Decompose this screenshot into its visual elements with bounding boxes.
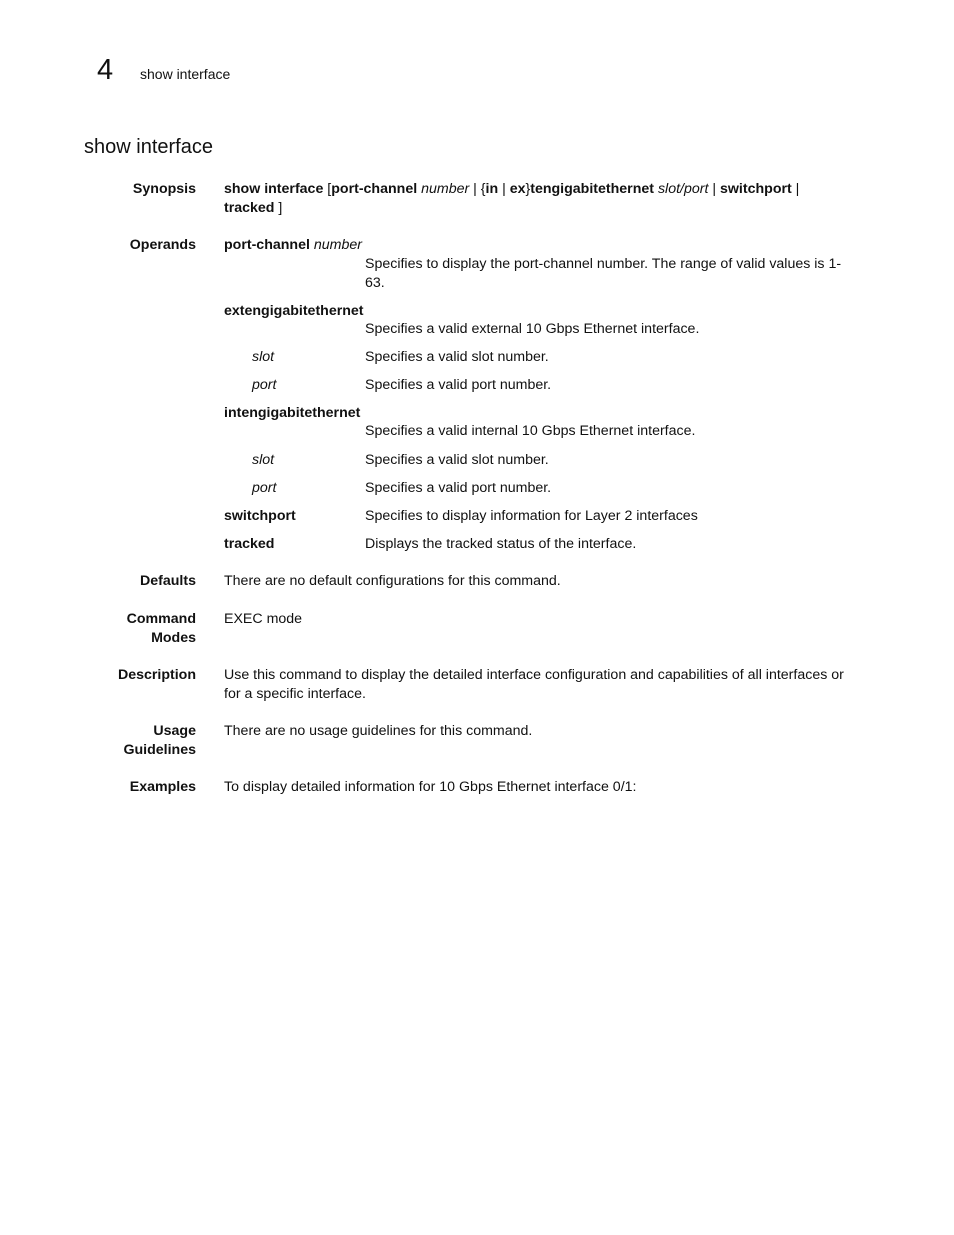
keyword-switchport: switchport bbox=[720, 181, 792, 197]
arg-slot-port: slot/port bbox=[654, 181, 709, 197]
bracket: ] bbox=[274, 200, 283, 216]
bracket: [ bbox=[323, 181, 332, 197]
operand-int-slot: slot bbox=[252, 452, 275, 468]
operand-port-channel-desc: Specifies to display the port-channel number. The range of valid values is 1-63. bbox=[365, 256, 842, 291]
keyword-port-channel: port-channel bbox=[331, 181, 418, 197]
operand-int-slot-desc: Specifies a valid slot number. bbox=[365, 452, 549, 468]
operand-tracked-desc: Displays the tracked status of the interface. bbox=[365, 536, 637, 552]
keyword-tracked: tracked bbox=[224, 200, 275, 216]
synopsis-line-2 bbox=[224, 199, 282, 218]
operand-ext-slot-desc: Specifies a valid slot number. bbox=[365, 349, 549, 365]
keyword-tengigabitethernet: tengigabitethernet bbox=[530, 181, 654, 197]
command-modes-label-2: Modes bbox=[151, 630, 196, 646]
synopsis-label: Synopsis bbox=[132, 181, 196, 197]
description-text: Use this command to display the detailed interface configuration and capabilities of all interfaces or for a specific interface. bbox=[224, 667, 844, 702]
running-header: show interface bbox=[140, 66, 231, 82]
operand-tracked: tracked bbox=[224, 536, 275, 552]
operand-arg: number bbox=[309, 237, 362, 253]
usage-label-2: Guidelines bbox=[123, 742, 196, 758]
defaults-text: There are no default configurations for this command. bbox=[224, 573, 561, 589]
keyword-ex: ex bbox=[509, 181, 526, 197]
brace: } bbox=[525, 181, 531, 197]
operand-int-desc: Specifies a valid internal 10 Gbps Ethernet interface. bbox=[365, 423, 696, 439]
page-title: show interface bbox=[84, 136, 213, 158]
operand-ext-slot: slot bbox=[252, 349, 275, 365]
examples-label: Examples bbox=[129, 779, 196, 795]
operand-extengigabitethernet: extengigabitethernet bbox=[224, 303, 364, 319]
operands-label: Operands bbox=[129, 237, 196, 253]
operand-name: port-channel bbox=[224, 237, 310, 253]
command-modes-text: EXEC mode bbox=[224, 611, 303, 627]
separator: | { bbox=[469, 181, 486, 197]
operand-int-port-desc: Specifies a valid port number. bbox=[365, 480, 552, 496]
usage-text: There are no usage guidelines for this command. bbox=[224, 723, 533, 739]
operand-int-port: port bbox=[252, 480, 277, 496]
operand-intengigabitethernet: intengigabitethernet bbox=[224, 405, 361, 421]
description-label: Description bbox=[117, 667, 196, 683]
operand-ext-desc: Specifies a valid external 10 Gbps Ethernet interface. bbox=[365, 321, 700, 337]
operand-ext-port: port bbox=[252, 377, 277, 393]
separator: | bbox=[708, 181, 720, 197]
operand-switchport: switchport bbox=[224, 508, 296, 524]
operand-ext-port-desc: Specifies a valid port number. bbox=[365, 377, 552, 393]
synopsis-line-1 bbox=[224, 180, 799, 199]
chapter-number: 4 bbox=[97, 54, 114, 86]
usage-label-1: Usage bbox=[153, 723, 196, 739]
examples-text: To display detailed information for 10 Gbps Ethernet interface 0/1: bbox=[224, 779, 637, 795]
arg-number: number bbox=[417, 181, 470, 197]
separator: | bbox=[498, 181, 510, 197]
defaults-label: Defaults bbox=[140, 573, 196, 589]
keyword-in: in bbox=[485, 181, 499, 197]
separator: | bbox=[791, 181, 800, 197]
operand-switchport-desc: Specifies to display information for Layer 2 interfaces bbox=[365, 508, 698, 524]
synopsis-command: show interface bbox=[224, 181, 324, 197]
command-modes-label-1: Command bbox=[126, 611, 196, 627]
operand-port-channel bbox=[224, 236, 362, 255]
